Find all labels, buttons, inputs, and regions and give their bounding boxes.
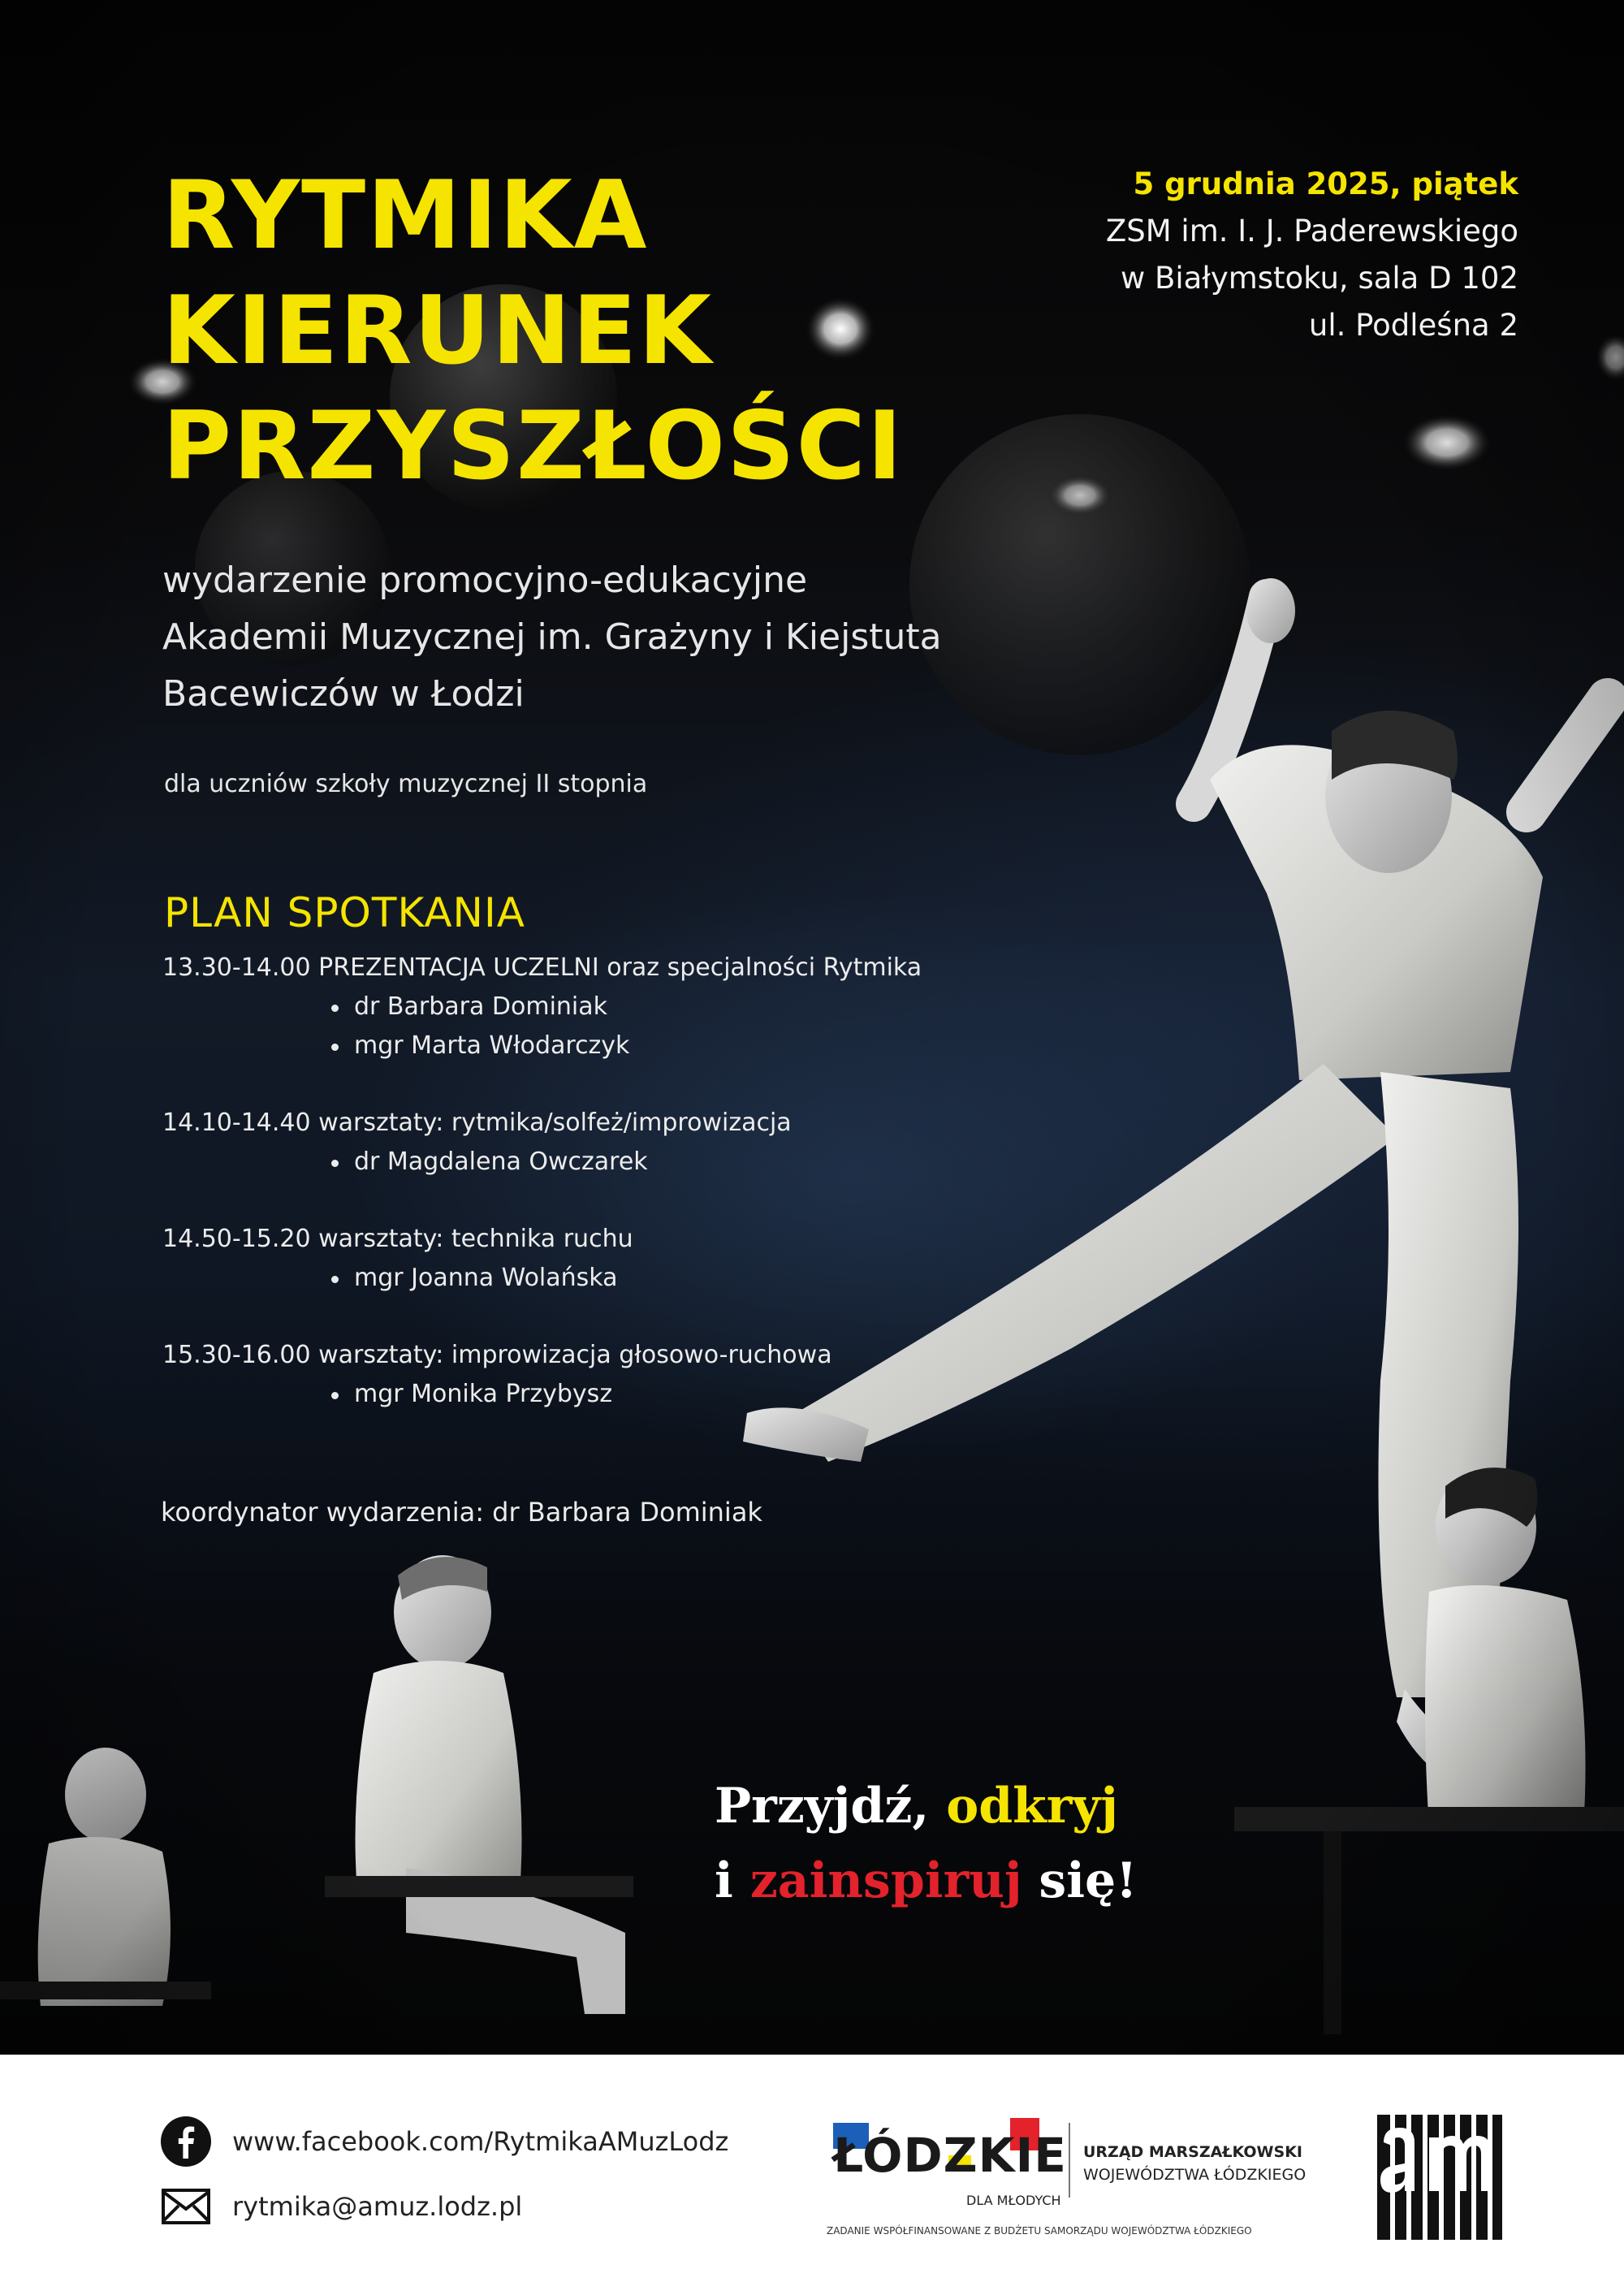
session-time-title: 13.30-14.00 PREZENTACJA UCZELNI oraz specjalności Rytmika bbox=[162, 953, 922, 982]
plan-list bbox=[162, 949, 974, 1452]
title-line: RYTMIKA bbox=[162, 161, 649, 270]
event-venue-line: w Białymstoku, sala D 102 bbox=[1120, 261, 1518, 296]
urzad-line: URZĄD MARSZAŁKOWSKI bbox=[1083, 2143, 1302, 2161]
session-time-title: 14.50-15.20 warsztaty: technika ruchu bbox=[162, 1225, 633, 1253]
slogan-line bbox=[715, 1843, 1138, 1918]
session-person: dr Barbara Dominiak bbox=[331, 988, 974, 1026]
event-date: 5 grudnia 2025, piątek bbox=[1133, 166, 1518, 201]
facebook-link[interactable] bbox=[161, 2116, 728, 2167]
logo-divider bbox=[1069, 2123, 1070, 2198]
session-people bbox=[162, 988, 974, 1065]
event-venue-line: ZSM im. I. J. Paderewskiego bbox=[1105, 214, 1518, 249]
session-person: dr Magdalena Owczarek bbox=[331, 1143, 974, 1182]
session-person: mgr Joanna Wolańska bbox=[331, 1259, 974, 1298]
lodzkie-subtitle: DLA MŁODYCH bbox=[966, 2193, 1061, 2208]
plan-session bbox=[162, 1104, 974, 1182]
slogan-highlight: zainspiruj bbox=[749, 1852, 1022, 1909]
email-address[interactable]: rytmika@amuz.lodz.pl bbox=[232, 2191, 523, 2222]
event-address: ul. Podleśna 2 bbox=[1308, 308, 1518, 343]
event-subtitle bbox=[162, 552, 1137, 723]
envelope-icon bbox=[161, 2181, 211, 2232]
plan-session bbox=[162, 1336, 974, 1414]
slogan-text: i bbox=[715, 1852, 750, 1909]
subtitle-line: wydarzenie promocyjno-edukacyjne bbox=[162, 560, 808, 601]
session-people bbox=[162, 1143, 974, 1182]
session-person: mgr Monika Przybysz bbox=[331, 1375, 974, 1414]
subtitle-line: Akademii Muzycznej im. Grażyny i Kiejstuta bbox=[162, 616, 942, 658]
slogan-line bbox=[715, 1769, 1138, 1843]
session-time-title: 14.10-14.40 warsztaty: rytmika/solfeż/improwizacja bbox=[162, 1109, 792, 1137]
lodzkie-wordmark: ŁÓDZKIE bbox=[833, 2128, 1067, 2183]
coordinator-note: koordynator wydarzenia: dr Barbara Dominiak bbox=[161, 1497, 762, 1528]
am-academy-logo bbox=[1372, 2110, 1507, 2245]
plan-session bbox=[162, 949, 974, 1065]
slogan bbox=[715, 1769, 1138, 1918]
footer bbox=[0, 2055, 1624, 2295]
plan-session bbox=[162, 1220, 974, 1298]
session-people bbox=[162, 1259, 974, 1298]
plan-heading: PLAN SPOTKANIA bbox=[164, 889, 525, 936]
facebook-url[interactable]: www.facebook.com/RytmikaAMuzLodz bbox=[232, 2126, 729, 2157]
email-link[interactable] bbox=[161, 2181, 522, 2232]
title-line: PRZYSZŁOŚCI bbox=[162, 391, 904, 501]
slogan-highlight: odkryj bbox=[946, 1778, 1118, 1835]
urzad-marszalkowski bbox=[1083, 2141, 1306, 2186]
urzad-line: WOJEWÓDZTWA ŁÓDZKIEGO bbox=[1083, 2166, 1307, 2184]
slogan-text: się! bbox=[1021, 1852, 1138, 1909]
lodzkie-logo bbox=[827, 2111, 1314, 2250]
session-people bbox=[162, 1375, 974, 1414]
subtitle-line: Bacewiczów w Łodzi bbox=[162, 673, 525, 715]
session-person: mgr Marta Włodarczyk bbox=[331, 1026, 974, 1065]
slogan-text: Przyjdź, bbox=[715, 1778, 947, 1835]
facebook-icon bbox=[161, 2116, 211, 2167]
session-time-title: 15.30-16.00 warsztaty: improwizacja głosowo-ruchowa bbox=[162, 1341, 832, 1369]
audience-note: dla uczniów szkoły muzycznej II stopnia bbox=[164, 770, 648, 798]
event-title bbox=[162, 158, 904, 504]
event-info bbox=[1106, 161, 1518, 349]
funding-note: ZADANIE WSPÓŁFINANSOWANE Z BUDŻETU SAMORZĄDU WOJEWÓDZTWA ŁÓDZKIEGO bbox=[827, 2225, 1252, 2237]
title-line: KIERUNEK bbox=[162, 276, 714, 386]
